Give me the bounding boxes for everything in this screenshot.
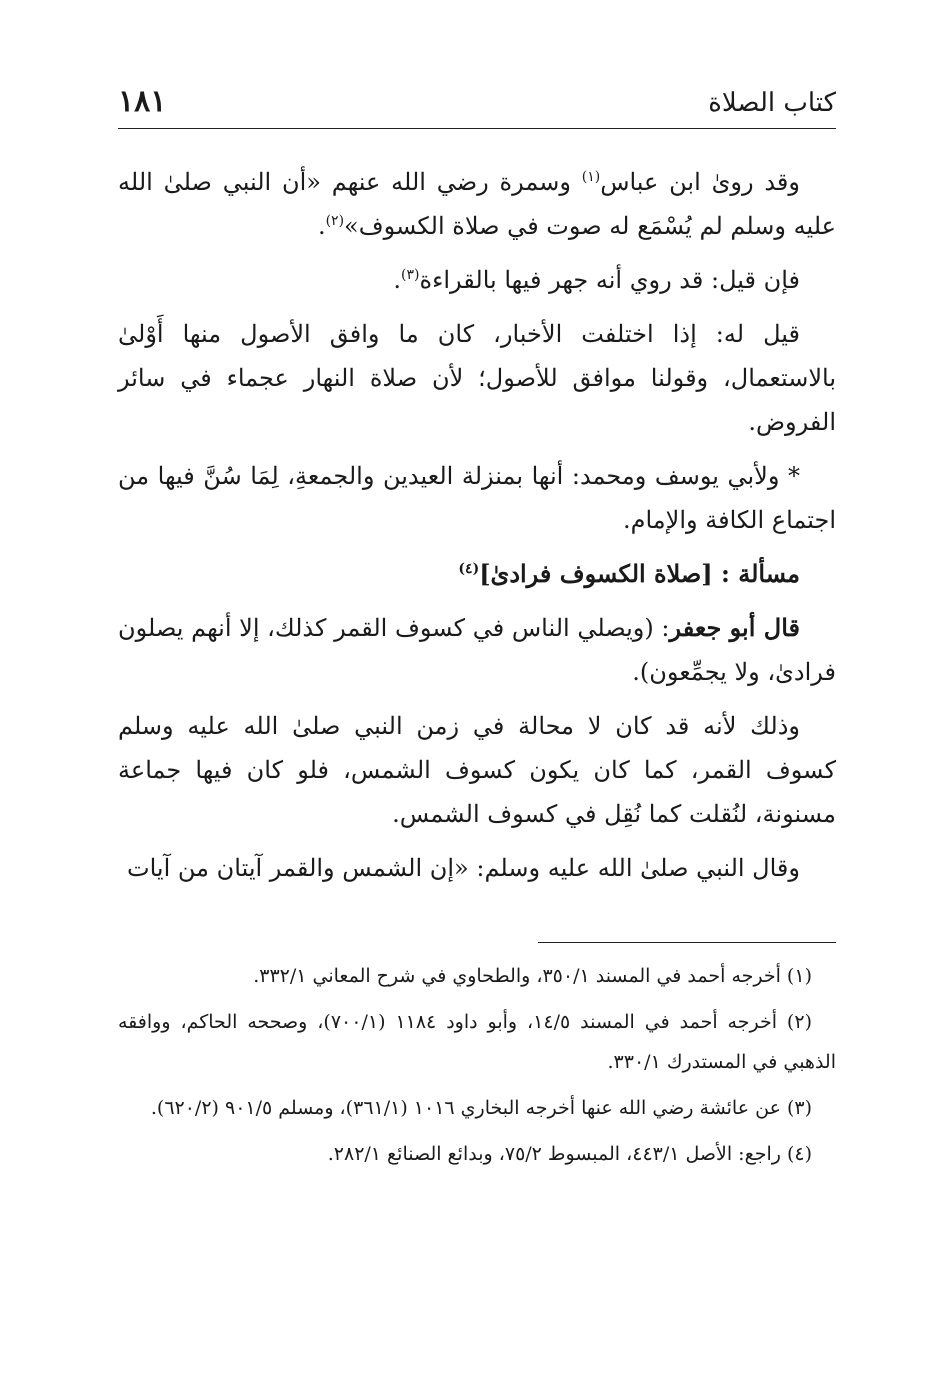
footnote-1: (١) أخرجه أحمد في المسند ٣٥٠/١، والطحاوي في شرح المعاني ٣٣٢/١. xyxy=(253,965,812,987)
footnote-ref-1: (١) xyxy=(581,169,601,185)
text-run: فإن قيل: قد روي أنه جهر فيها بالقراءة xyxy=(419,266,800,294)
issue-heading xyxy=(118,552,836,596)
book-page xyxy=(118,0,836,1378)
paragraph-abu-jafar xyxy=(118,606,836,694)
footnotes xyxy=(118,956,836,1180)
paragraph-abu-yusuf: * ولأبي يوسف ومحمد: أنها بمنزلة العيدين والجمعةِ، لِمَا سُنَّ فيها من اجتماع الكافة والإمام. xyxy=(118,462,836,534)
paragraph-hadith: وقال النبي صلىٰ الله عليه وسلم: «إن الشمس والقمر آيتان من آيات xyxy=(127,854,800,882)
main-text xyxy=(118,160,836,900)
footnote-ref-4: (٤) xyxy=(458,561,480,577)
running-head xyxy=(118,84,836,124)
header-rule xyxy=(118,128,836,129)
footnote-3: (٣) عن عائشة رضي الله عنها أخرجه البخاري ١٠١٦ (٣٦١/١)، ومسلم ٩٠١/٥ (٦٢٠/٢). xyxy=(150,1097,812,1119)
footnote-ref-3: (٣) xyxy=(401,267,420,283)
footnote-2: (٢) أخرجه أحمد في المسند ١٤/٥، وأبو داود ١١٨٤ (٧٠٠/١)، وصححه الحاكم، ووافقه الذهبي في المستدرك ٣٣٠/١. xyxy=(118,1011,836,1073)
footnote-ref-2: (٢) xyxy=(325,213,345,229)
text-run: وقد رویٰ ابن عباس xyxy=(600,168,800,196)
paragraph-reasoning: وذلك لأنه قد كان لا محالة في زمن النبي صلىٰ الله عليه وسلم كسوف القمر، كما كان يكون كسوف الشمس، فلو كان فيها جماعة مسنونة، لنُقلت كما نُقِل في كسوف الشمس. xyxy=(118,712,836,828)
paragraph-ibn-abbas xyxy=(118,160,836,248)
text-run: . xyxy=(393,266,402,294)
footnote-rule xyxy=(538,942,836,943)
issue-title: مسألة : [صلاة الكسوف فرادىٰ] xyxy=(479,559,800,588)
text-run: وسمرة رضي الله عنهم «أن النبي صلىٰ الله عليه وسلم لم يُسْمَع له صوت في صلاة الكسوف» xyxy=(118,168,836,240)
page-number: ١٨١ xyxy=(118,84,167,119)
footnote-4: (٤) راجع: الأصل ٤٤٣/١، المبسوط ٧٥/٢، وبدائع الصنائع ٢٨٢/١. xyxy=(327,1143,812,1165)
paragraph-objection xyxy=(118,258,836,302)
book-title: كتاب الصلاة xyxy=(708,88,836,118)
paragraph-reply: قيل له: إذا اختلفت الأخبار، كان ما وافق الأصول منها أَوْلىٰ بالاستعمال، وقولنا موافق للأصول؛ لأن صلاة النهار عجماء في سائر الفروض. xyxy=(118,320,836,436)
text-run: . xyxy=(317,212,326,240)
speaker-name: قال أبو جعفر xyxy=(669,613,800,642)
text-run: : (ويصلي الناس في كسوف القمر كذلك، إلا أنهم يصلون فرادىٰ، ولا يجمِّعون). xyxy=(118,614,836,686)
